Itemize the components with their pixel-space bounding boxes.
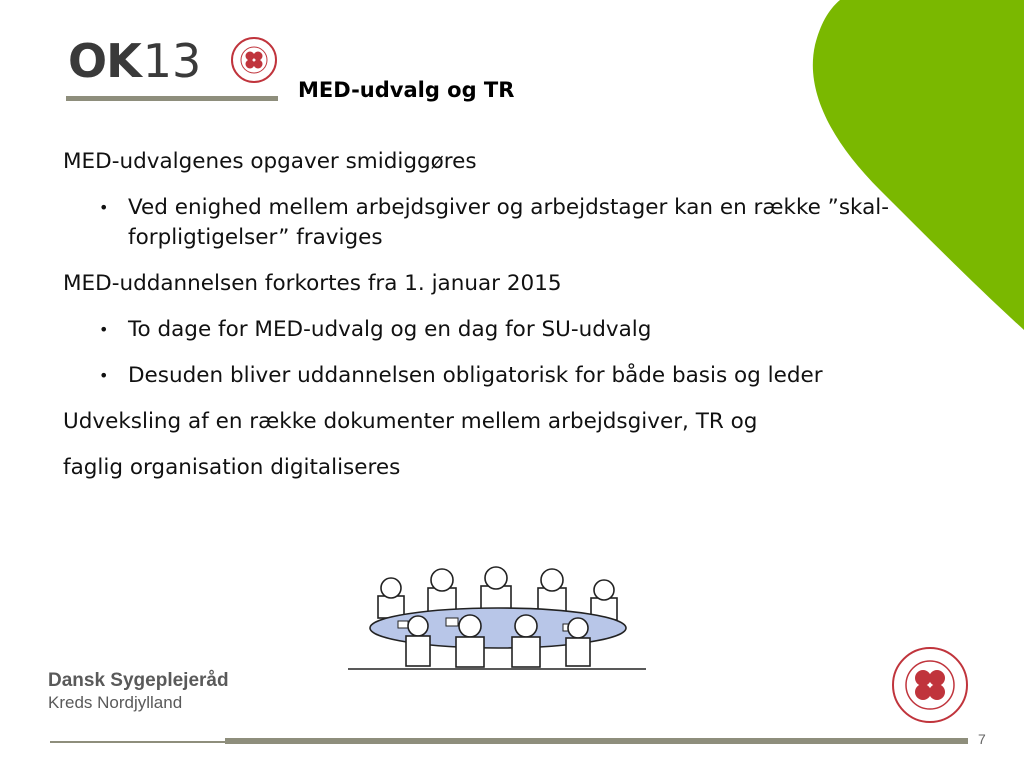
page-number: 7: [978, 731, 986, 747]
meeting-table-illustration: [348, 566, 648, 676]
bullet-text: Ved enighed mellem arbejdsgiver og arbejdstager kan en række ”skal-forpligtigelser” fraviges: [128, 195, 890, 250]
slide-title: MED-udvalg og TR: [298, 78, 515, 102]
bullet-text: To dage for MED-udvalg og en dag for SU-udvalg: [128, 317, 652, 342]
footer-rule-thick: [225, 738, 968, 744]
content-paragraph: faglig organisation digitaliseres: [63, 455, 401, 480]
bullet-text: Desuden bliver uddannelsen obligatorisk for både basis og leder: [128, 363, 823, 388]
bullet-glyph: •: [99, 366, 109, 385]
bullet-glyph: •: [99, 198, 109, 217]
bullet-glyph: •: [99, 320, 109, 339]
content-paragraph: Udveksling af en række dokumenter mellem arbejdsgiver, TR og: [63, 409, 758, 434]
bullet-item: [63, 361, 923, 391]
slide-content: [63, 147, 923, 499]
dansk-sygepleje-seal-icon: [230, 36, 278, 84]
content-paragraph: MED-uddannelsen forkortes fra 1. januar 2015: [63, 271, 562, 296]
bullet-item: [63, 193, 923, 253]
dansk-sygepleje-raad-seal-icon: [890, 645, 970, 725]
logo-text-13: 13: [142, 34, 202, 88]
ok13-logo: [68, 36, 201, 86]
logo-underline: [66, 96, 278, 101]
bullet-item: [63, 315, 923, 345]
organisation-name: Dansk Sygeplejeråd: [48, 670, 229, 691]
organisation-region: Kreds Nordjylland: [48, 693, 183, 712]
logo-text-ok: OK: [68, 34, 141, 88]
footer-rule-thin: [50, 741, 225, 743]
content-paragraph: MED-udvalgenes opgaver smidiggøres: [63, 149, 477, 174]
